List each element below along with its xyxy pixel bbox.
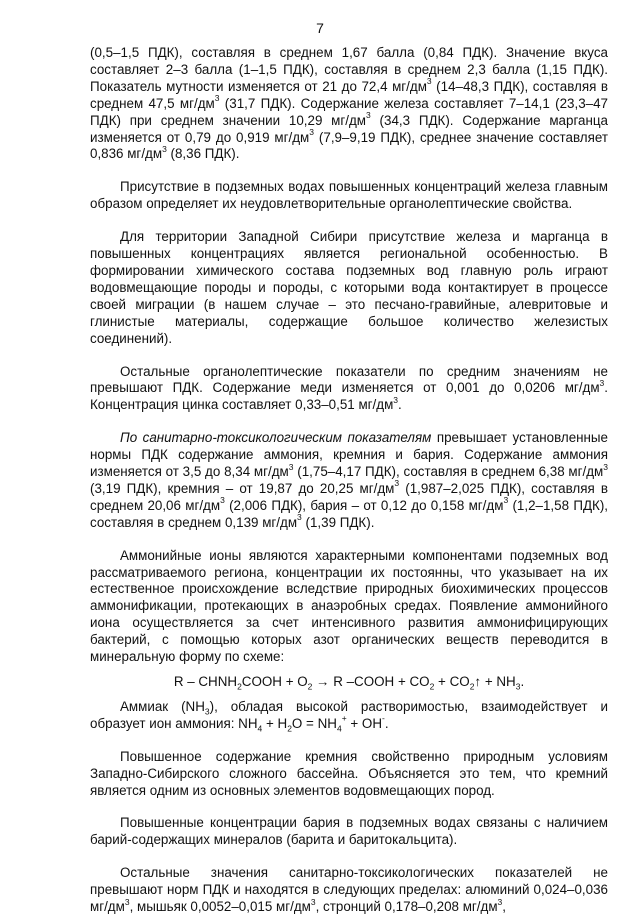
paragraph-ammonium-ions: Аммонийные ионы являются характерными компонентами подземных вод рассматриваемого региона, концентрации их постоянны, что указывает на их естественное происхождение вследствие природных биохимических процессов аммонификации, протекающих в анаэробных средах. Появление аммонийного иона осуществляется за счет интенсивного развития аммонифицирующих бактерий, с помощью которых азот органических веществ переводится в минеральную форму по схеме: bbox=[90, 547, 608, 665]
paragraph-sanitary-toxicological: По санитарно-токсикологическим показателям превышает установленные нормы ПДК содержание аммония, кремния и бария. Содержание аммония изменяется от 3,5 до 8,34 $мг/дм^3$ (1,75–4,17 ПДК), составляя в среднем 6,38 $мг/дм^3$ (3,19 ПДК), кремния – от 19,87 до 20,25 $мг/дм^3$ (1,987–2,025 ПДК), составляя в среднем 20,06 $мг/дм^3$ (2,006 ПДК), бария – от 0,12 до 0,158 $мг/дм^3$ (1,2–1,58 ПДК), составляя в среднем 0,139 $мг/дм^3$ (1,39 ПДК). bbox=[90, 430, 609, 530]
paragraph-barium: Повышенные концентрации бария в подземных водах связаны с наличием барий-содержащих минералов (барита и баритокальцита). bbox=[90, 815, 608, 848]
reaction-equation: $R - CHNH_2COOH + O_2 \to R$ –COOH + $CO_2$ + $CO_2↑ + NH_3$. bbox=[173, 674, 525, 692]
document-body bbox=[90, 45, 608, 916]
paragraph-silicon: Повышенное содержание кремния свойственно природным условиям Западно-Сибирского сложного бассейна. Объясняется это тем, что кремний является одним из основных элементов водовмещающих пород. bbox=[90, 748, 608, 798]
paragraph-other-values: Остальные значения санитарно-токсикологических показателей не превышают норм ПДК и находятся в следующих пределах: алюминий 0,024–0,036 $мг/дм^3$, мышьяк 0,0052–0,015 $мг/дм^3$, стронций 0,178–0,208 $мг/дм^3$, bbox=[90, 865, 608, 915]
paragraph-west-siberia: Для территории Западной Сибири присутствие железа и марганца в повышенных концентрациях является региональной особенностью. В формировании химического состава подземных вод главную роль играют водовмещающие породы и породы, с которыми вода контактирует в процессе своей миграции (в нашем случае – это песчано-гравийные, алевритовые и глинистые материалы, содержащие большое количество железистых соединений). bbox=[90, 229, 608, 346]
paragraph-organoleptic-values: (0,5–1,5 ПДК), составляя в среднем 1,67 балла (0,84 ПДК). Значение вкуса составляет 2–3 балла (1–1,5 ПДК), составляя в среднем 2,3 балла (1,15 ПДК). Показатель мутности изменяется от 21 до 72,4 $мг/дм^3$ (14–48,3 ПДК), составляя в среднем 47,5 $мг/дм^3$ (31,7 ПДК). Содержание железа составляет 7–14,1 (23,3–47 ПДК) при среднем значении 10,29 $мг/дм^3$ (34,3 ПДК). Содержание марганца изменяется от 0,79 до 0,919 $мг/дм^3$ (7,9–9,19 ПДК), среднее значение составляет 0,836 $мг/дм^3$ (8,36 ПДК). bbox=[90, 45, 609, 162]
page-number: 7 bbox=[316, 20, 324, 36]
paragraph-iron-presence: Присутствие в подземных водах повышенных концентраций железа главным образом определяет их неудовлетворительные органолептические свойства. bbox=[90, 179, 608, 212]
paragraph-other-organoleptic: Остальные органолептические показатели по средним значениям не превышают ПДК. Содержание меди изменяется от 0,001 до 0,0206 $мг/дм^3$. Концентрация цинка составляет 0,33–0,51 $мг/дм^3$. bbox=[90, 363, 608, 413]
paragraph-ammonia: Аммиак $(NH_3)$, обладая высокой растворимостью, взаимодействует и образует ион аммония: $NH_4 + H_2O = NH_4^+ + OH^-$. bbox=[90, 698, 608, 734]
